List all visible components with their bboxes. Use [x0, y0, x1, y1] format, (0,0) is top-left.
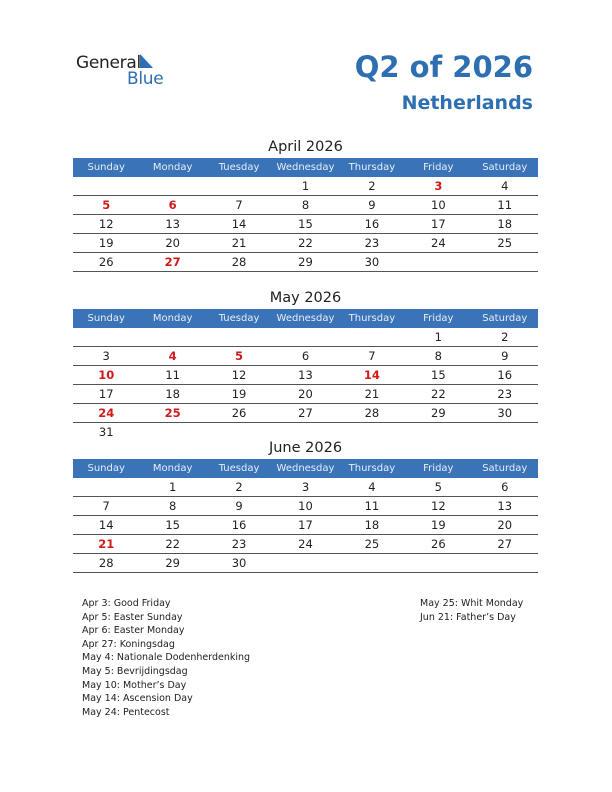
day-cell: 9	[501, 349, 509, 363]
day-cell: 8	[168, 499, 177, 513]
day-cell: 5	[102, 198, 111, 212]
empty-day-cell	[206, 177, 272, 195]
day-cell: 2	[501, 330, 509, 344]
week-row	[73, 177, 538, 196]
empty-day-cell	[472, 554, 538, 572]
weekday-label: Wednesday	[276, 463, 335, 474]
week-row	[73, 196, 538, 215]
week-row	[73, 234, 538, 253]
day-cell: 28	[98, 556, 114, 570]
weekday-label: Tuesday	[218, 463, 260, 474]
weekday-label: Friday	[423, 313, 454, 324]
day-cell: 4	[368, 480, 376, 494]
day-cell: 21	[364, 387, 380, 401]
day-cell: 26	[431, 537, 446, 551]
week-row	[73, 554, 538, 573]
day-cell: 12	[431, 499, 446, 513]
day-cell: 8	[301, 198, 310, 212]
empty-day-cell	[139, 177, 205, 195]
day-cell: 22	[431, 387, 446, 401]
month-title: April 2026	[268, 139, 343, 155]
day-cell: 26	[231, 406, 247, 420]
weekday-label: Sunday	[87, 162, 125, 173]
empty-day-cell	[139, 328, 205, 346]
day-cell: 9	[368, 198, 376, 212]
week-row	[73, 516, 538, 535]
day-cell: 22	[165, 537, 180, 551]
holiday-note: May 10: Mother’s Day	[82, 679, 187, 691]
weekday-label: Friday	[423, 463, 454, 474]
empty-day-cell	[405, 253, 471, 271]
weekday-label: Thursday	[348, 313, 396, 324]
month-title: May 2026	[269, 290, 342, 306]
day-cell: 8	[434, 349, 442, 363]
day-cell: 14	[98, 518, 114, 532]
day-cell: 2	[235, 480, 243, 494]
logo	[76, 53, 176, 89]
day-cell: 1	[168, 480, 177, 494]
day-cell: 9	[235, 499, 243, 513]
day-cell: 12	[231, 368, 247, 382]
day-cell: 14	[231, 217, 247, 231]
day-cell: 19	[231, 387, 247, 401]
holiday-note: May 5: Bevrijdingsdag	[82, 665, 188, 677]
day-cell: 24	[98, 406, 115, 420]
weekday-label: Sunday	[87, 463, 125, 474]
empty-day-cell	[405, 554, 471, 572]
page-subtitle: Netherlands	[401, 92, 533, 114]
holiday-note: May 4: Nationale Dodenherdenking	[82, 652, 251, 664]
month-may	[73, 287, 538, 441]
month-april	[73, 136, 538, 272]
day-cell: 27	[497, 537, 513, 551]
day-cell: 24	[298, 537, 313, 551]
day-cell: 10	[298, 499, 313, 513]
day-cell: 6	[168, 198, 177, 212]
day-cell: 16	[497, 368, 513, 382]
week-row	[73, 328, 538, 347]
weekday-label: Saturday	[482, 313, 528, 324]
day-cell: 19	[98, 236, 114, 250]
day-cell: 3	[301, 480, 310, 494]
weekday-label: Saturday	[482, 463, 528, 474]
day-cell: 23	[231, 537, 247, 551]
week-row	[73, 253, 538, 272]
holiday-note: May 25: Whit Monday	[420, 598, 524, 609]
day-cell: 30	[231, 556, 247, 570]
day-cell: 15	[165, 518, 180, 532]
day-cell: 7	[368, 349, 376, 363]
logo-text-blue: Blue	[127, 69, 164, 89]
day-cell: 21	[231, 236, 247, 250]
weekday-label: Monday	[152, 313, 193, 324]
day-cell: 11	[497, 198, 513, 212]
day-cell: 25	[497, 236, 513, 250]
week-row	[73, 535, 538, 554]
day-cell: 7	[102, 499, 110, 513]
empty-day-cell	[206, 328, 272, 346]
day-cell: 21	[98, 537, 115, 551]
day-cell: 12	[98, 217, 114, 231]
weekday-label: Tuesday	[218, 162, 260, 173]
day-cell: 20	[165, 236, 180, 250]
day-cell: 11	[364, 499, 380, 513]
day-cell: 2	[368, 179, 376, 193]
logo-text-general: General	[76, 53, 141, 73]
weekday-label: Wednesday	[276, 162, 335, 173]
day-cell: 17	[431, 217, 446, 231]
day-cell: 6	[301, 349, 310, 363]
day-cell: 15	[298, 217, 313, 231]
holiday-note: Apr 5: Easter Sunday	[82, 611, 183, 623]
week-row	[73, 215, 538, 234]
day-cell: 20	[298, 387, 313, 401]
empty-day-cell	[272, 554, 338, 572]
empty-day-cell	[272, 328, 338, 346]
holiday-note: May 24: Pentecost	[82, 706, 170, 718]
day-cell: 29	[298, 255, 313, 269]
day-cell: 27	[298, 406, 313, 420]
holiday-note: Apr 27: Koningsdag	[82, 638, 175, 650]
empty-day-cell	[339, 328, 405, 346]
empty-day-cell	[73, 177, 139, 195]
empty-day-cell	[472, 253, 538, 271]
day-cell: 28	[231, 255, 247, 269]
day-cell: 17	[98, 387, 114, 401]
day-cell: 3	[102, 349, 110, 363]
weekday-label: Monday	[152, 463, 193, 474]
day-cell: 5	[434, 480, 442, 494]
day-cell: 13	[165, 217, 180, 231]
day-cell: 3	[434, 179, 443, 193]
holiday-notes-left	[82, 597, 250, 719]
day-cell: 26	[98, 255, 114, 269]
day-cell: 17	[298, 518, 313, 532]
week-row	[73, 347, 538, 366]
holiday-note: Apr 3: Good Friday	[82, 598, 171, 609]
day-cell: 10	[98, 368, 115, 382]
day-cell: 15	[431, 368, 446, 382]
day-cell: 18	[364, 518, 380, 532]
day-cell: 30	[497, 406, 513, 420]
weekday-label: Saturday	[482, 162, 528, 173]
day-cell: 23	[497, 387, 513, 401]
holiday-note: May 14: Ascension Day	[82, 693, 193, 705]
weekday-label: Thursday	[348, 162, 396, 173]
day-cell: 25	[164, 406, 181, 420]
weekday-label: Thursday	[348, 463, 396, 474]
week-row	[73, 497, 538, 516]
weekday-header	[73, 309, 538, 328]
day-cell: 29	[165, 556, 180, 570]
holiday-notes-right	[420, 597, 523, 624]
weekday-label: Tuesday	[218, 313, 260, 324]
day-cell: 19	[431, 518, 446, 532]
empty-day-cell	[73, 328, 139, 346]
day-cell: 18	[497, 217, 513, 231]
day-cell: 11	[165, 368, 180, 382]
day-cell: 22	[298, 236, 313, 250]
empty-day-cell	[339, 554, 405, 572]
logo-triangle-icon	[140, 54, 153, 68]
weekday-label: Friday	[423, 162, 454, 173]
week-row	[73, 366, 538, 385]
day-cell: 13	[298, 368, 313, 382]
day-cell: 7	[235, 198, 243, 212]
day-cell: 10	[431, 198, 446, 212]
day-cell: 25	[364, 537, 380, 551]
day-cell: 5	[235, 349, 244, 363]
week-row	[73, 478, 538, 497]
day-cell: 28	[364, 406, 380, 420]
day-cell: 6	[501, 480, 509, 494]
day-cell: 27	[164, 255, 181, 269]
week-row	[73, 385, 538, 404]
month-june	[73, 437, 538, 573]
day-cell: 1	[434, 330, 442, 344]
day-cell: 4	[501, 179, 509, 193]
day-cell: 18	[165, 387, 180, 401]
day-cell: 16	[231, 518, 247, 532]
day-cell: 29	[431, 406, 446, 420]
day-cell: 13	[497, 499, 513, 513]
weekday-header	[73, 158, 538, 177]
empty-day-cell	[73, 478, 139, 496]
week-row	[73, 404, 538, 423]
day-cell: 31	[98, 425, 114, 439]
day-cell: 14	[363, 368, 380, 382]
day-cell: 16	[364, 217, 380, 231]
holiday-note: Apr 6: Easter Monday	[82, 625, 185, 637]
day-cell: 4	[168, 349, 177, 363]
day-cell: 23	[364, 236, 380, 250]
weekday-label: Monday	[152, 162, 193, 173]
weekday-label: Wednesday	[276, 313, 335, 324]
day-cell: 20	[497, 518, 513, 532]
day-cell: 1	[301, 179, 310, 193]
page-title: Q2 of 2026	[354, 50, 533, 84]
day-cell: 30	[364, 255, 380, 269]
day-cell: 24	[431, 236, 446, 250]
holiday-note: Jun 21: Father’s Day	[420, 611, 516, 623]
weekday-header	[73, 459, 538, 478]
weekday-label: Sunday	[87, 313, 125, 324]
month-title: June 2026	[268, 440, 343, 456]
